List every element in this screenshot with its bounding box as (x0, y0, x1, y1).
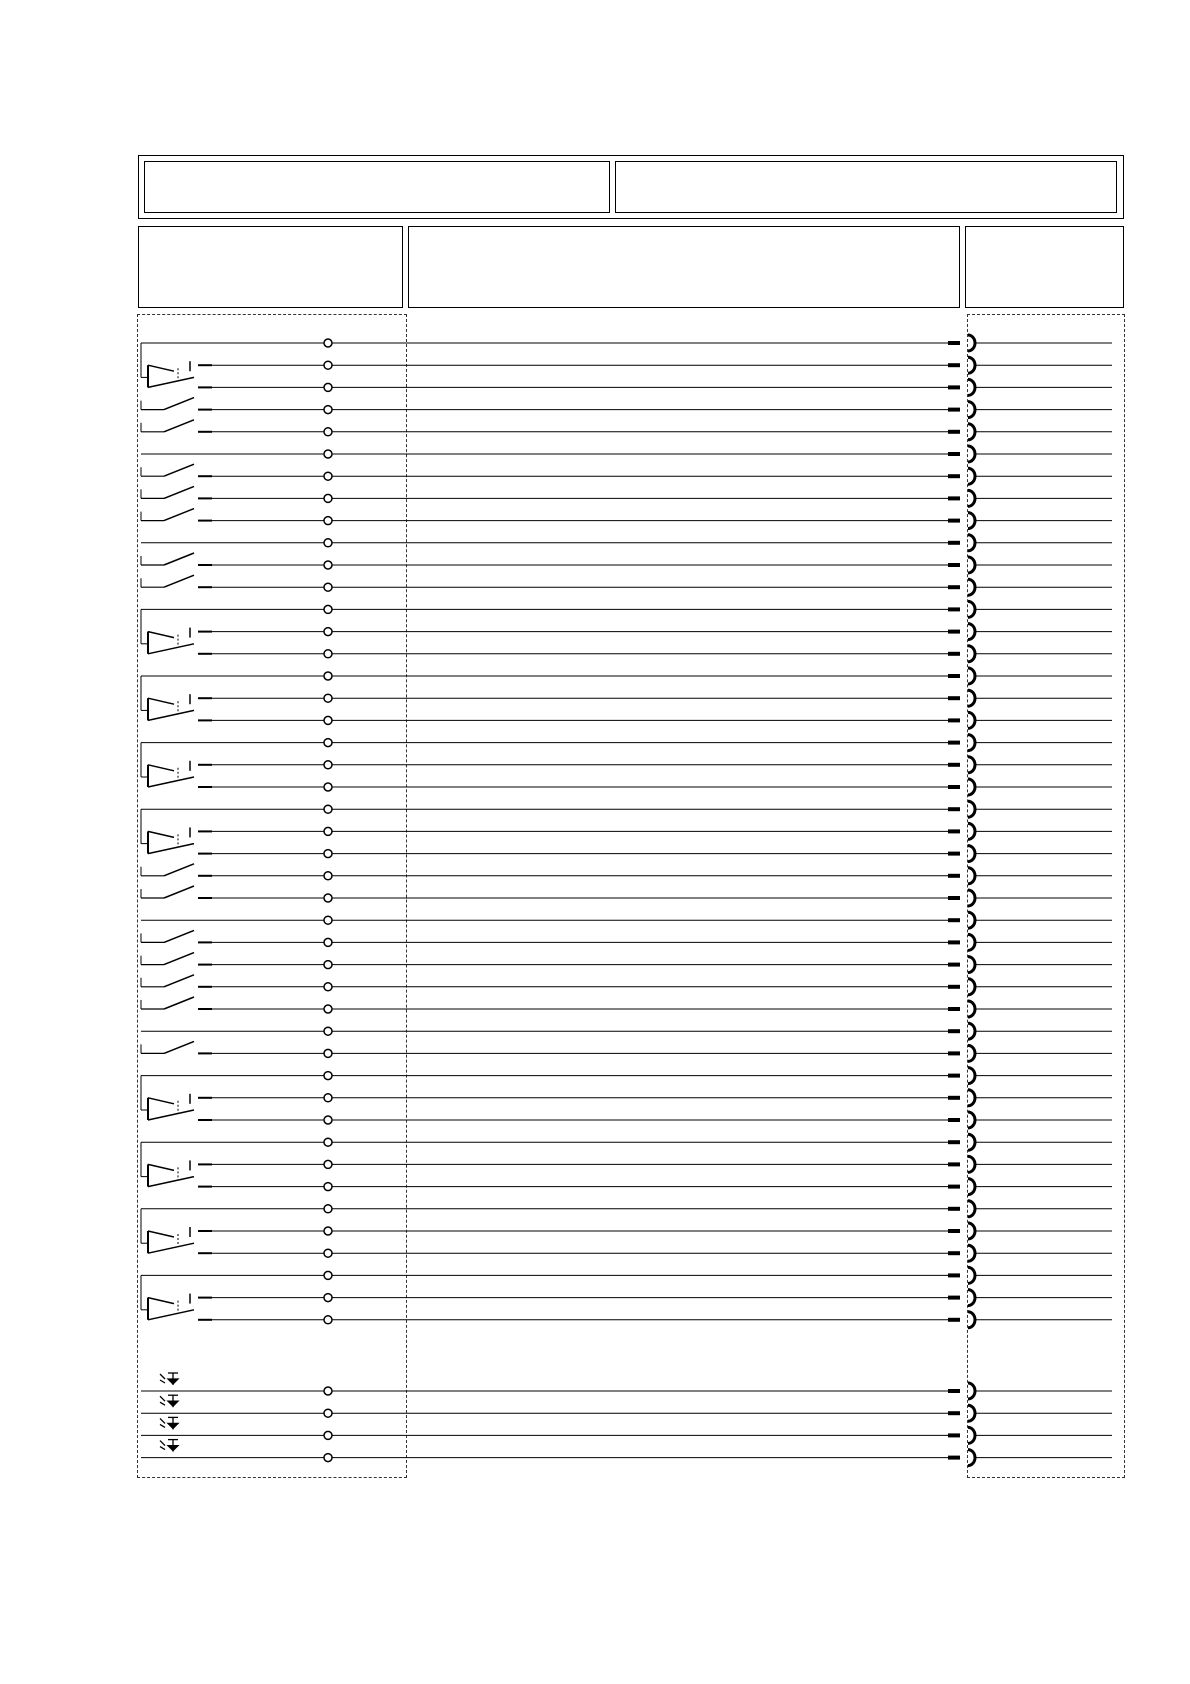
relay-blade-icon (148, 710, 194, 720)
switch-blade-icon (164, 398, 194, 410)
screw-terminal-icon (324, 983, 332, 991)
relay-blade-icon (148, 777, 194, 787)
relay-top-arm (148, 365, 174, 371)
relay-blade-icon (148, 644, 194, 654)
switch-blade-icon (164, 975, 194, 987)
screw-terminal-icon (324, 1205, 332, 1213)
screw-terminal-icon (324, 1431, 332, 1439)
screw-terminal-icon (324, 694, 332, 702)
screw-terminal-icon (324, 1183, 332, 1191)
screw-terminal-icon (324, 561, 332, 569)
socket-icon (968, 668, 975, 684)
led-icon (160, 1440, 178, 1452)
screw-terminal-icon (324, 583, 332, 591)
socket-icon (968, 757, 975, 773)
socket-icon (968, 490, 975, 506)
screw-terminal-icon (324, 1072, 332, 1080)
screw-terminal-icon (324, 428, 332, 436)
screw-terminal-icon (324, 916, 332, 924)
socket-icon (968, 1179, 975, 1195)
relay-top-arm (148, 1231, 174, 1237)
screw-terminal-icon (324, 783, 332, 791)
switch-blade-icon (164, 864, 194, 876)
screw-terminal-icon (324, 361, 332, 369)
socket-icon (968, 513, 975, 529)
socket-icon (968, 735, 975, 751)
screw-terminal-icon (324, 672, 332, 680)
socket-icon (968, 779, 975, 795)
screw-terminal-icon (324, 761, 332, 769)
socket-icon (968, 1090, 975, 1106)
screw-terminal-icon (324, 650, 332, 658)
led-icon (160, 1373, 178, 1385)
screw-terminal-icon (324, 605, 332, 613)
switch-blade-icon (164, 553, 194, 565)
socket-icon (968, 624, 975, 640)
socket-icon (968, 1223, 975, 1239)
socket-icon (968, 1245, 975, 1261)
screw-terminal-icon (324, 1138, 332, 1146)
screw-terminal-icon (324, 872, 332, 880)
socket-icon (968, 1450, 975, 1466)
screw-terminal-icon (324, 383, 332, 391)
screw-terminal-icon (324, 1027, 332, 1035)
socket-icon (968, 801, 975, 817)
switch-blade-icon (164, 953, 194, 965)
screw-terminal-icon (324, 1160, 332, 1168)
screw-terminal-icon (324, 1094, 332, 1102)
socket-icon (968, 690, 975, 706)
screw-terminal-icon (324, 716, 332, 724)
socket-icon (968, 846, 975, 862)
relay-top-arm (148, 632, 174, 638)
socket-icon (968, 1312, 975, 1328)
relay-blade-icon (148, 1110, 194, 1120)
switch-blade-icon (164, 930, 194, 942)
socket-icon (968, 601, 975, 617)
screw-terminal-icon (324, 894, 332, 902)
screw-terminal-icon (324, 1454, 332, 1462)
relay-top-arm (148, 1098, 174, 1104)
relay-top-arm (148, 765, 174, 771)
relay-top-arm (148, 831, 174, 837)
socket-icon (968, 934, 975, 950)
socket-icon (968, 1405, 975, 1421)
screw-terminal-icon (324, 827, 332, 835)
screw-terminal-icon (324, 1271, 332, 1279)
socket-icon (968, 1427, 975, 1443)
screw-terminal-icon (324, 339, 332, 347)
socket-icon (968, 557, 975, 573)
socket-icon (968, 1045, 975, 1061)
screw-terminal-icon (324, 1005, 332, 1013)
relay-top-arm (148, 1164, 174, 1170)
screw-terminal-icon (324, 1387, 332, 1395)
socket-icon (968, 1134, 975, 1150)
socket-icon (968, 402, 975, 418)
socket-icon (968, 868, 975, 884)
socket-icon (968, 446, 975, 462)
screw-terminal-icon (324, 1227, 332, 1235)
switch-blade-icon (164, 464, 194, 476)
relay-blade-icon (148, 1310, 194, 1320)
socket-icon (968, 357, 975, 373)
screw-terminal-icon (324, 1294, 332, 1302)
screw-terminal-icon (324, 450, 332, 458)
screw-terminal-icon (324, 517, 332, 525)
socket-icon (968, 1156, 975, 1172)
screw-terminal-icon (324, 406, 332, 414)
switch-blade-icon (164, 997, 194, 1009)
screw-terminal-icon (324, 539, 332, 547)
socket-icon (968, 379, 975, 395)
screw-terminal-icon (324, 1249, 332, 1257)
socket-icon (968, 468, 975, 484)
relay-blade-icon (148, 844, 194, 854)
screw-terminal-icon (324, 1116, 332, 1124)
switch-blade-icon (164, 509, 194, 521)
switch-blade-icon (164, 420, 194, 432)
socket-icon (968, 823, 975, 839)
screw-terminal-icon (324, 938, 332, 946)
socket-icon (968, 912, 975, 928)
relay-blade-icon (148, 377, 194, 387)
relay-top-arm (148, 1298, 174, 1304)
screw-terminal-icon (324, 961, 332, 969)
socket-icon (968, 1112, 975, 1128)
socket-icon (968, 890, 975, 906)
socket-icon (968, 1023, 975, 1039)
socket-icon (968, 1290, 975, 1306)
socket-icon (968, 646, 975, 662)
socket-icon (968, 1267, 975, 1283)
relay-top-arm (148, 698, 174, 704)
switch-blade-icon (164, 575, 194, 587)
led-icon (160, 1417, 178, 1429)
socket-icon (968, 712, 975, 728)
screw-terminal-icon (324, 805, 332, 813)
screw-terminal-icon (324, 628, 332, 636)
switch-blade-icon (164, 1041, 194, 1053)
screw-terminal-icon (324, 850, 332, 858)
relay-blade-icon (148, 1243, 194, 1253)
socket-icon (968, 1068, 975, 1084)
socket-icon (968, 1001, 975, 1017)
screw-terminal-icon (324, 739, 332, 747)
socket-icon (968, 424, 975, 440)
socket-icon (968, 535, 975, 551)
relay-blade-icon (148, 1177, 194, 1187)
socket-icon (968, 335, 975, 351)
socket-icon (968, 979, 975, 995)
switch-blade-icon (164, 486, 194, 498)
screw-terminal-icon (324, 494, 332, 502)
screw-terminal-icon (324, 1409, 332, 1417)
socket-icon (968, 1383, 975, 1399)
socket-icon (968, 579, 975, 595)
socket-icon (968, 1201, 975, 1217)
led-icon (160, 1395, 178, 1407)
screw-terminal-icon (324, 1049, 332, 1057)
switch-blade-icon (164, 886, 194, 898)
screw-terminal-icon (324, 472, 332, 480)
socket-icon (968, 957, 975, 973)
screw-terminal-icon (324, 1316, 332, 1324)
